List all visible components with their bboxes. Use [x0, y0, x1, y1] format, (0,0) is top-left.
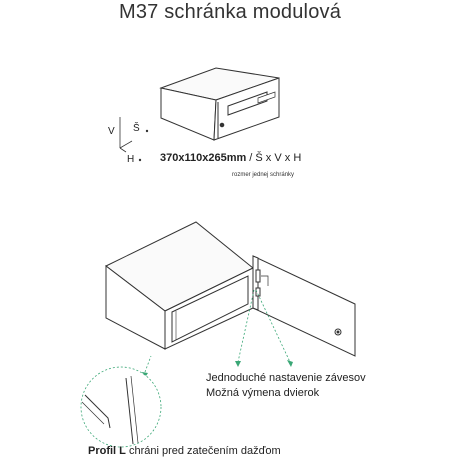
dimensions-value: 370x110x265mm — [160, 152, 247, 164]
callout-line-profile — [145, 356, 151, 372]
small-mailbox-drawing — [161, 68, 279, 140]
axis-s-dot — [146, 130, 148, 132]
large-mailbox-drawing — [106, 222, 355, 356]
small-box-lock — [220, 123, 224, 127]
feature-door-replacement: Možná výmena dvierok — [206, 387, 320, 399]
page-title: M37 schránka modulová — [118, 1, 342, 23]
detail-circle — [81, 367, 161, 447]
axis-s-line — [120, 141, 132, 148]
profile-caption-bold: Profil L — [88, 445, 126, 457]
feature-hinge-adjustment: Jednoduché nastavenie závesov — [206, 372, 366, 384]
axis-label-s: Š — [133, 123, 140, 134]
dimensions-subtitle: rozmer jednej schránky — [232, 172, 295, 178]
open-door — [253, 256, 355, 356]
axis-h-line — [120, 148, 126, 152]
dimensions-label — [160, 153, 301, 164]
axis-label-v: V — [108, 126, 115, 137]
arrowhead-right — [287, 360, 293, 367]
axis-h-dot — [139, 159, 141, 161]
profile-detail — [81, 367, 161, 447]
upper-hinge — [256, 270, 260, 282]
arrowhead-left — [235, 361, 241, 367]
axis-label-h: H — [127, 154, 135, 165]
profile-caption — [88, 446, 281, 457]
door-lock-key — [337, 331, 339, 333]
dimensions-order: / Š x V x H — [246, 152, 302, 164]
door-edge — [253, 256, 258, 310]
profile-caption-rest: chráni pred zatečením dažďom — [125, 445, 281, 457]
